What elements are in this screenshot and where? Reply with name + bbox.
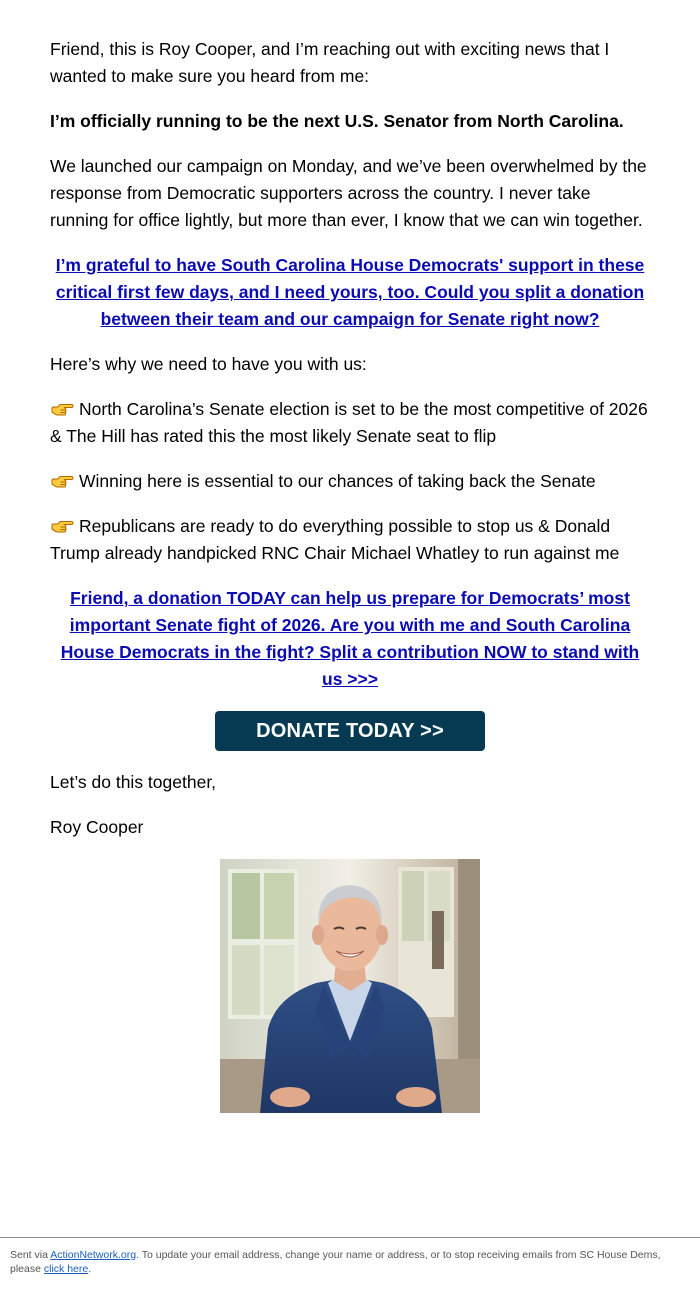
pointing-hand-icon — [50, 472, 74, 490]
footer-end-text: . — [88, 1263, 92, 1275]
greeting-paragraph: Friend, this is Roy Cooper, and I’m reaching out with exciting news that I wanted to make sure you heard from me: — [50, 39, 610, 86]
footer-middle-text: . To update your email address, change your name or address, or to stop receiving emails from SC House Dems, please — [10, 1249, 661, 1275]
split-donation-link[interactable]: I’m grateful to have South Carolina House Democrats' support in these critical first few days, and I need yours, too. Could you split a donation between their team and our campaign for Senate right now? — [55, 255, 645, 329]
bullet-item-1 — [50, 396, 650, 450]
launch-paragraph: We launched our campaign on Monday, and we’ve been overwhelmed by the response from Democratic supporters across the country. I never take running for office lightly, but more than ever, I know that we can win together. — [50, 156, 647, 230]
bullet-item-2 — [50, 468, 650, 495]
unsubscribe-link[interactable]: click here — [43, 1263, 89, 1275]
cta-paragraph-2 — [50, 585, 650, 693]
action-network-link[interactable]: ActionNetwork.org — [50, 1249, 137, 1261]
bullet-text-3: Republicans are ready to do everything possible to stop us & Donald Trump already handpicked RNC Chair Michael Whatley to run against me — [50, 516, 620, 563]
donate-button-wrap — [50, 711, 650, 751]
signature-text: Roy Cooper — [50, 817, 144, 837]
bullet-item-3 — [50, 513, 650, 567]
contribution-link[interactable]: Friend, a donation TODAY can help us prepare for Democrats’ most important Senate fight of 2026. Are you with me and South Carolina House Democrats in the fight? Split a contribution NOW to stand with us >>> — [60, 588, 640, 689]
candidate-photo — [220, 859, 480, 1113]
email-footer — [0, 1237, 700, 1276]
photo-wrap — [50, 859, 650, 1121]
donate-button[interactable]: DONATE TODAY >> — [215, 711, 485, 751]
announcement-paragraph: I’m officially running to be the next U.S. Senator from North Carolina. — [50, 111, 624, 131]
signoff-text: Let’s do this together, — [50, 772, 217, 792]
email-content — [50, 36, 650, 1121]
cta-paragraph-1 — [50, 252, 650, 333]
why-intro-paragraph: Here’s why we need to have you with us: — [50, 354, 367, 374]
footer-sent-via: Sent via — [10, 1249, 51, 1261]
bullet-text-1: North Carolina’s Senate election is set to be the most competitive of 2026 & The Hill has rated this the most likely Senate seat to flip — [50, 399, 648, 446]
bullet-text-2: Winning here is essential to our chances of taking back the Senate — [79, 471, 596, 491]
pointing-hand-icon — [50, 517, 74, 535]
pointing-hand-icon — [50, 400, 74, 418]
